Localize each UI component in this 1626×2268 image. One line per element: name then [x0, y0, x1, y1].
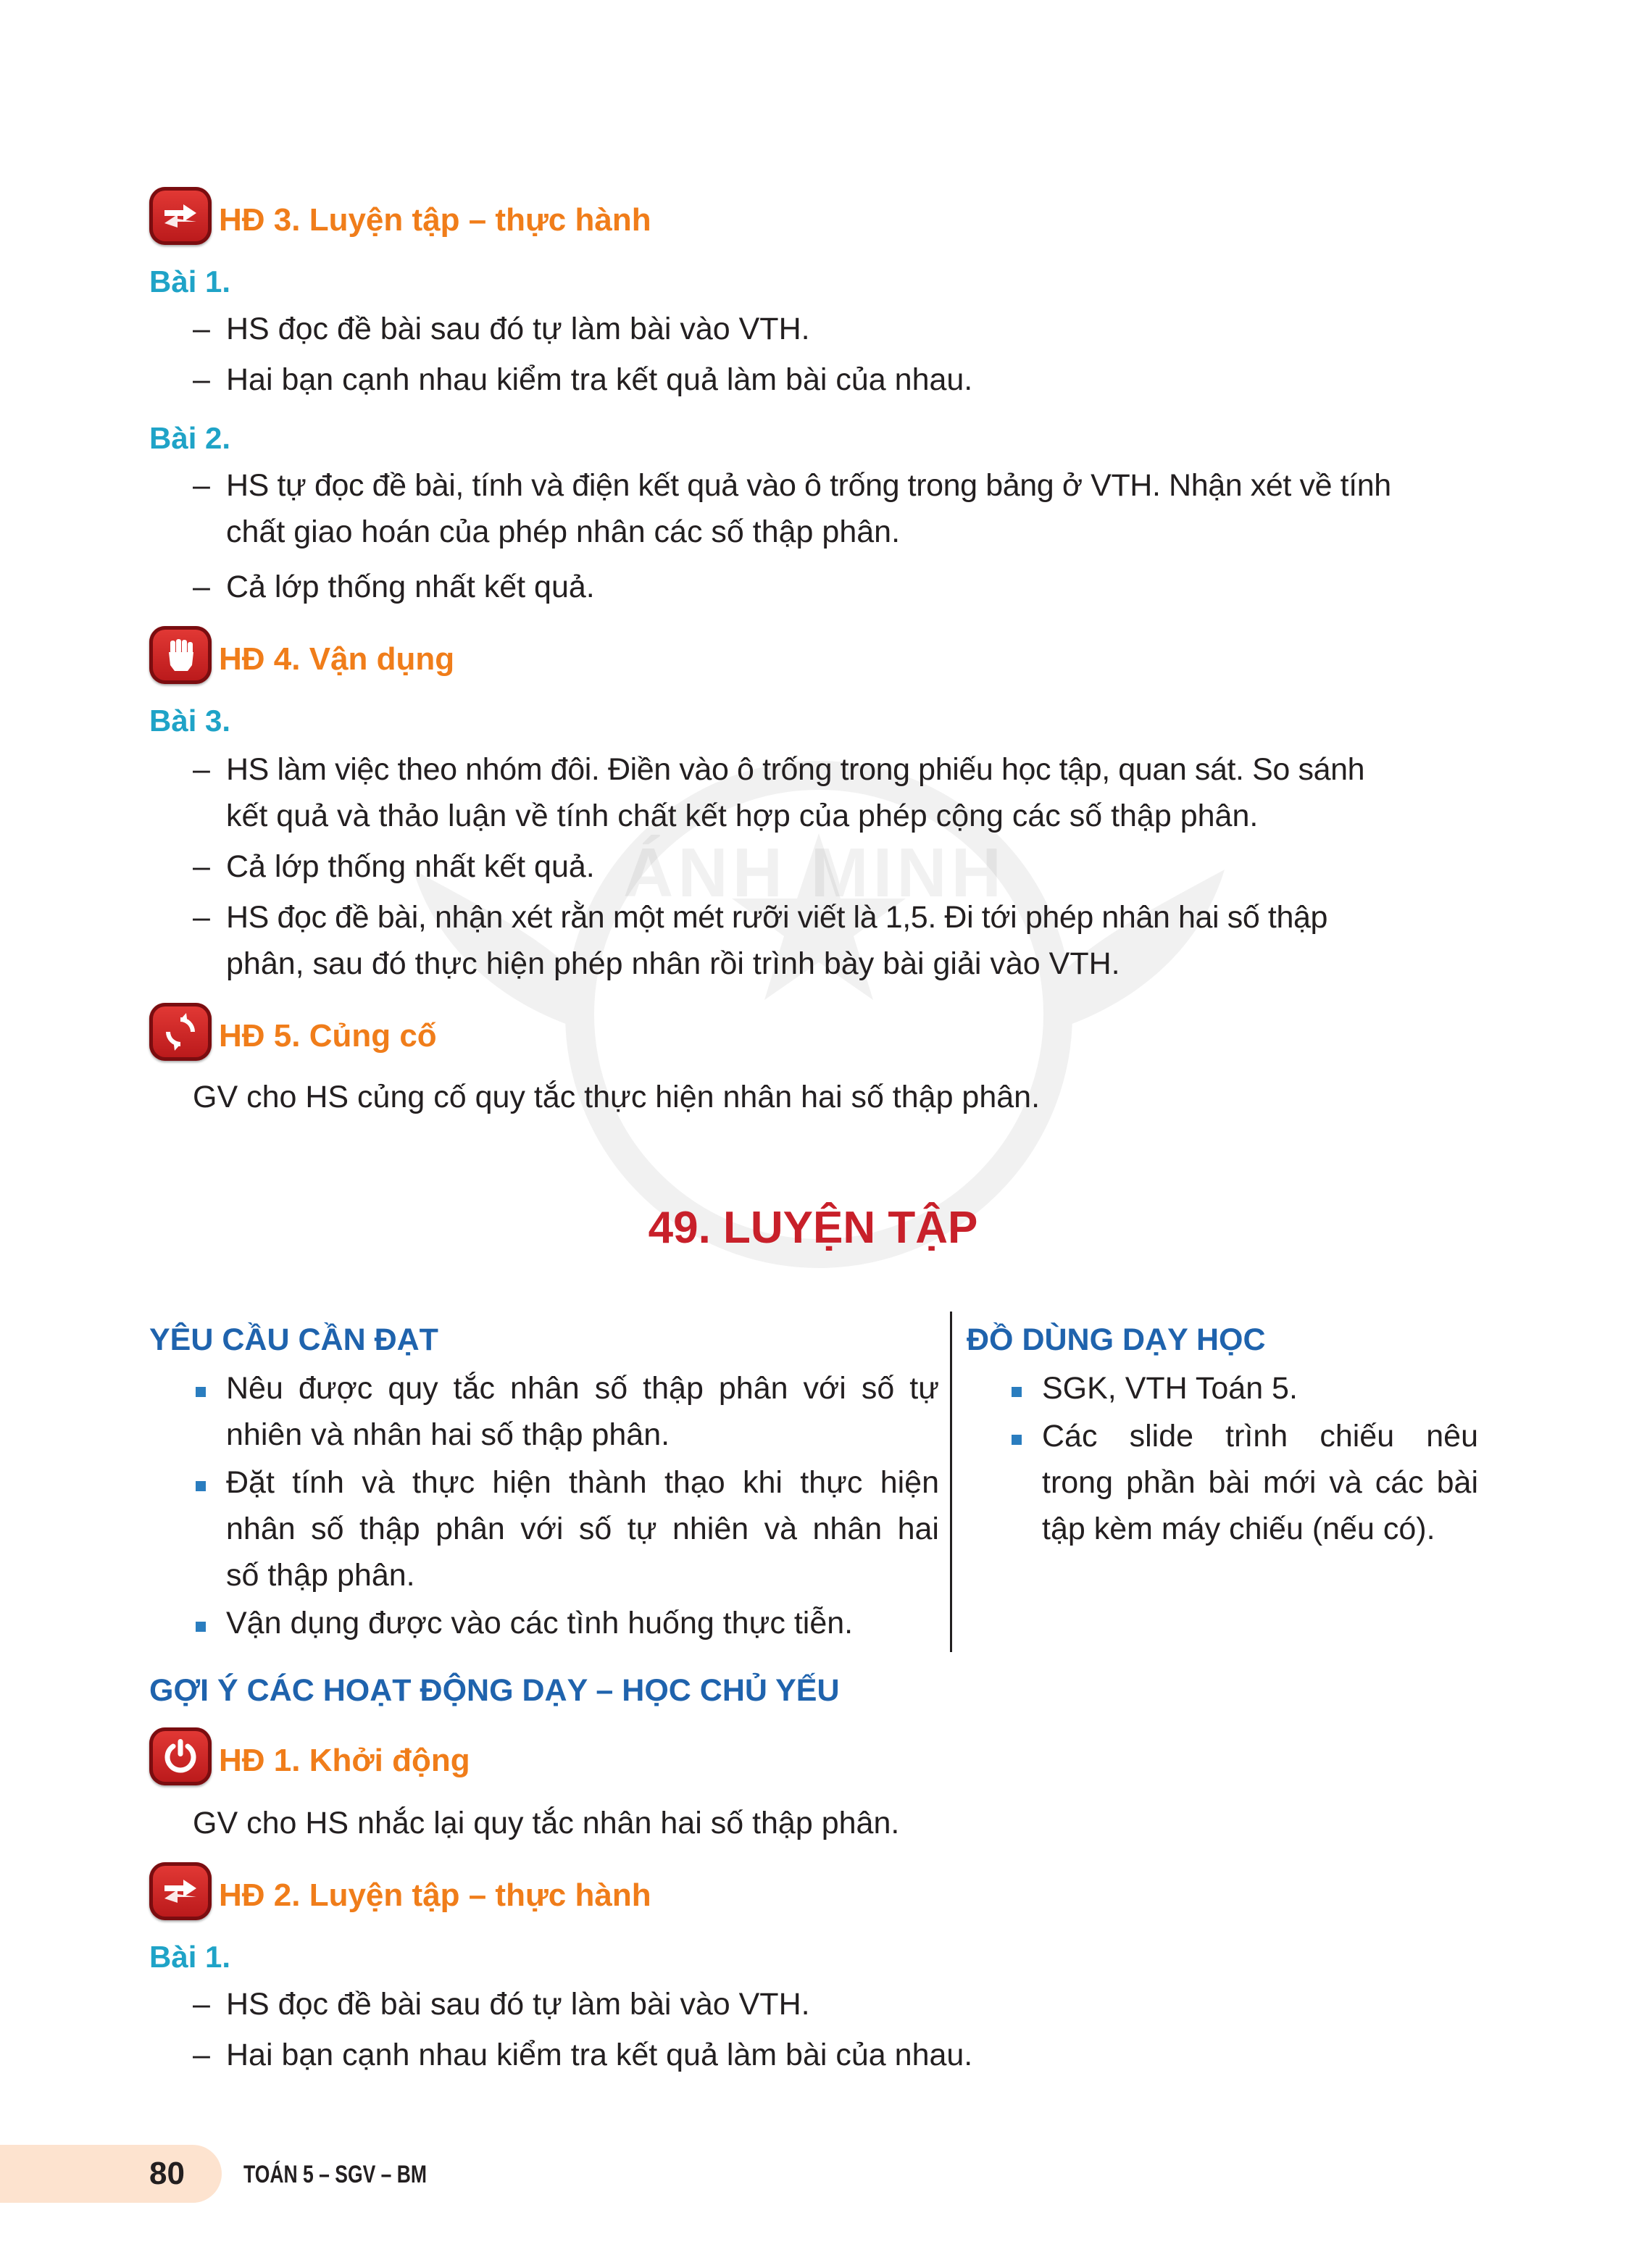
hands-exchange-icon	[149, 1862, 212, 1920]
hd2-bai1-label: Bài 1.	[149, 1940, 231, 1974]
page-number: 80	[149, 2156, 185, 2191]
page-number-tab	[0, 2145, 222, 2203]
yeucau-bullet2-line2: nhân số thập phân với số tự nhiên và nhân hai	[226, 1512, 939, 1546]
hd3-bai1-line-2: Hai bạn cạnh nhau kiểm tra kết quả làm bài của nhau.	[226, 362, 973, 397]
dash: –	[193, 468, 210, 503]
yeucau-bullet1-line2: nhiên và nhân hai số thập phân.	[226, 1417, 670, 1452]
hd1-title: HĐ 1. Khởi động	[219, 1743, 470, 1778]
hd3-bai2-item1-line1: HS tự đọc đề bài, tính và điện kết quả vào ô trống trong bảng ở VTH. Nhận xét về tính	[226, 468, 1391, 503]
goiy-heading: GỢI Ý CÁC HOẠT ĐỘNG DẠY – HỌC CHỦ YẾU	[149, 1673, 840, 1708]
hd1-text: GV cho HS nhắc lại quy tắc nhân hai số thập phân.	[193, 1806, 900, 1840]
power-icon	[149, 1727, 212, 1785]
bullet-square	[1012, 1435, 1022, 1445]
dash: –	[193, 362, 210, 397]
hd4-bai3-item2: Cả lớp thống nhất kết quả.	[226, 849, 595, 884]
hd3-bai2-item2: Cả lớp thống nhất kết quả.	[226, 570, 595, 604]
hd5-text: GV cho HS củng cố quy tắc thực hiện nhân hai số thập phân.	[193, 1080, 1041, 1114]
hd2-bai1-line-2: Hai bạn cạnh nhau kiểm tra kết quả làm bài của nhau.	[226, 2038, 973, 2072]
hd4-bai3-item3-line1: HS đọc đề bài, nhận xét rằn một mét rưỡi viết là 1,5. Đi tới phép nhân hai số thập	[226, 900, 1328, 935]
hd4-bai3-label: Bài 3.	[149, 704, 231, 738]
dash: –	[193, 900, 210, 935]
hd4-bai3-item1-line1: HS làm việc theo nhóm đôi. Điền vào ô trống trong phiếu học tập, quan sát. So sánh	[226, 752, 1365, 787]
hands-exchange-icon	[149, 187, 212, 245]
bullet-square	[196, 1622, 206, 1632]
hd3-title: HĐ 3. Luyện tập – thực hành	[219, 202, 651, 238]
refresh-arrows-icon	[149, 1003, 212, 1061]
dash: –	[193, 312, 210, 346]
bullet-square	[196, 1481, 206, 1491]
watermark-text: ÁNH MINH	[623, 834, 1006, 912]
hd2-bai1-line-1: HS đọc đề bài sau đó tự làm bài vào VTH.	[226, 1987, 810, 2022]
hd3-bai1-label: Bài 1.	[149, 264, 231, 299]
hd2-title: HĐ 2. Luyện tập – thực hành	[219, 1877, 651, 1913]
dash: –	[193, 752, 210, 787]
dodung-bullet1: SGK, VTH Toán 5.	[1042, 1371, 1298, 1406]
dash: –	[193, 2038, 210, 2072]
yeucau-bullet2-line1: Đặt tính và thực hiện thành thạo khi thực hiện	[226, 1465, 939, 1500]
footer-book-title: TOÁN 5 – SGV – BM	[243, 2161, 428, 2188]
bullet-square	[196, 1387, 206, 1397]
yeucau-bullet1-line1: Nêu được quy tắc nhân số thập phân với số tự	[226, 1371, 939, 1406]
hd3-bai1-line-1: HS đọc đề bài sau đó tự làm bài vào VTH.	[226, 312, 810, 346]
dodung-heading: ĐỒ DÙNG DẠY HỌC	[967, 1322, 1266, 1357]
yeucau-heading: YÊU CẦU CẦN ĐẠT	[149, 1322, 438, 1357]
hd3-bai2-label: Bài 2.	[149, 421, 231, 455]
column-divider	[950, 1312, 952, 1652]
hd4-bai3-item3-line2: phân, sau đó thực hiện phép nhân rồi trình bày bài giải vào VTH.	[226, 946, 1120, 981]
yeucau-bullet2-line3: số thập phân.	[226, 1558, 415, 1593]
bullet-square	[1012, 1387, 1022, 1397]
raised-fist-icon	[149, 626, 212, 684]
dodung-bullet2-line1: Các slide trình chiếu nêu	[1042, 1419, 1478, 1454]
lesson-title: 49. LUYỆN TẬP	[648, 1203, 978, 1253]
dodung-bullet2-line2: trong phần bài mới và các bài	[1042, 1465, 1478, 1500]
dodung-bullet2-line3: tập kèm máy chiếu (nếu có).	[1042, 1512, 1435, 1546]
dash: –	[193, 570, 210, 604]
yeucau-bullet3: Vận dụng được vào các tình huống thực tiễn.	[226, 1606, 854, 1640]
dash: –	[193, 1987, 210, 2022]
hd3-bai2-item1-line2: chất giao hoán của phép nhân các số thập phân.	[226, 514, 901, 549]
hd5-title: HĐ 5. Củng cố	[219, 1018, 437, 1054]
dash: –	[193, 849, 210, 884]
hd4-title: HĐ 4. Vận dụng	[219, 641, 455, 677]
hd4-bai3-item1-line2: kết quả và thảo luận về tính chất kết hợp của phép cộng các số thập phân.	[226, 799, 1259, 833]
